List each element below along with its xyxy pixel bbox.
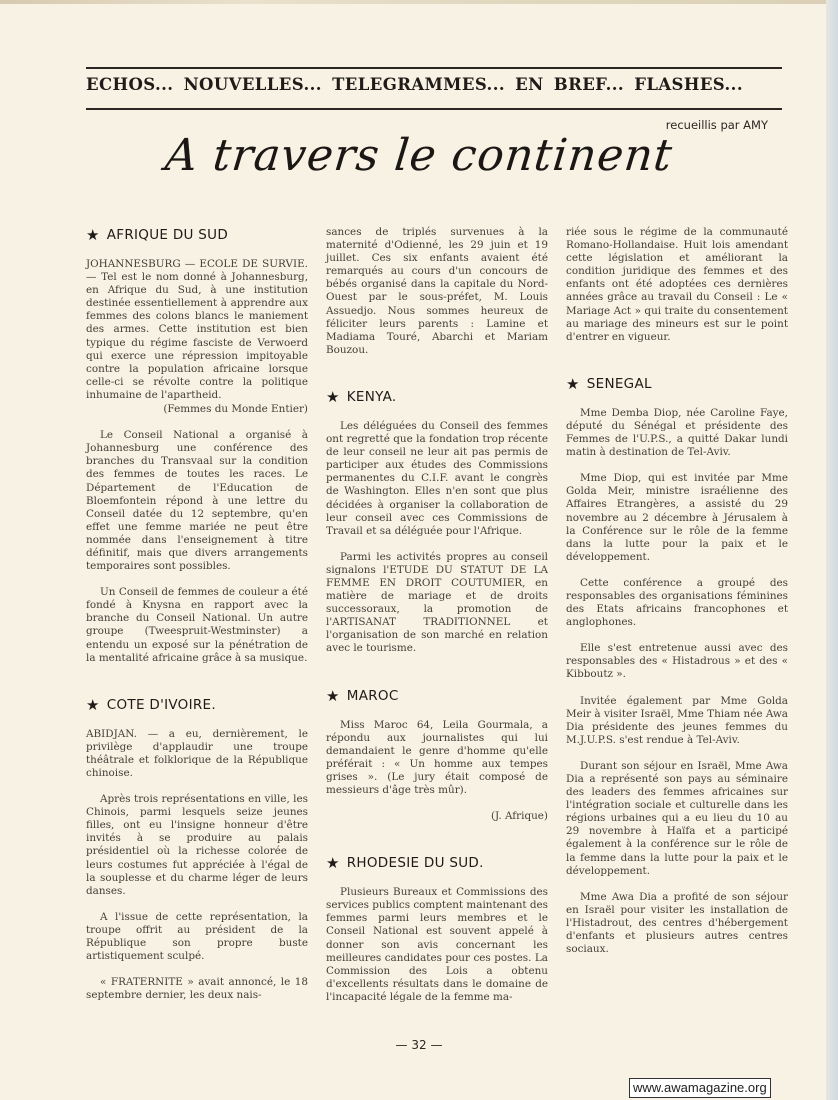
website-watermark-link[interactable]: www.awamagazine.org [629, 1078, 771, 1098]
byline: recueillis par AMY [665, 118, 768, 132]
section-heading-label: MAROC [346, 687, 399, 704]
column-2 [326, 226, 548, 1017]
section-heading-afrique-du-sud [86, 226, 308, 244]
spacer [326, 370, 548, 388]
spacer [326, 836, 548, 854]
article-paragraph: Les déléguées du Conseil des femmes ont regretté que la fondation trop récente de leur conseil ne leur ait pas permis de participer aux études des Commissions permanentes du C.I.F. avant le congrès de Washington. Elles n'en sont que plus décidées à organiser la collaboration de leur conseil avec ces Commissions de Travail et sa déléguée pour l'Afrique. [326, 419, 548, 537]
article-paragraph: Durant son séjour en Israël, Mme Awa Dia a représenté son pays au séminaire des leaders des femmes africaines sur l'intégration sociale et culturelle dans les régions urbaines qui a eu lieu du 10 au 29 novembre à Haïfa et a participé également à la conférence sur le rôle de la femme dans la lutte pour la paix et le développement. [566, 759, 788, 877]
spacer [566, 357, 788, 375]
article-paragraph: Cette conférence a groupé des responsables des organisations féminines des Etats africains francophones et anglophones. [566, 576, 788, 629]
article-paragraph: Mme Diop, qui est invitée par Mme Golda Meir, ministre israélienne des Affaires Etrangères, a assisté du 29 novembre au 2 décembre à Jérusalem à la Conférence sur le rôle de la femme dans la lutte pour la paix et le développement. [566, 472, 788, 563]
article-paragraph: A l'issue de cette représentation, la troupe offrit au président de la République son propre buste artistiquement sculpé. [86, 910, 308, 963]
article-paragraph: ABIDJAN. — a eu, dernièrement, le privilège d'applaudir une troupe théâtrale et folklorique de la République chinoise. [86, 727, 308, 779]
article-paragraph: Miss Maroc 64, Leila Gourmala, a répondu aux journalistes qui lui demandaient le genre d'homme qu'elle préférait : « Un homme aux tempes grises ». (Le jury était composé de messieurs d'âge très mûr). [326, 718, 548, 796]
article-paragraph: Le Conseil National a organisé à Johannesburg une conférence des branches du Transvaal sur la condition des femmes de toutes les races. Le Département de l'Education de Bloemfontein répond à une lettre du Conseil datée du 12 septembre, qu'en effet une femme mariée ne peut être nommée dans l'enseignement à titre définitif, mais que divers arrangements temporaires sont possibles. [86, 429, 308, 573]
article-source: (J. Afrique) [490, 810, 548, 823]
banner-bottom-rule [86, 108, 782, 110]
article-source: (Femmes du Monde Entier) [163, 403, 308, 416]
star-icon: ★ [566, 374, 580, 393]
section-heading-kenya [326, 388, 548, 406]
star-icon: ★ [86, 695, 100, 714]
article-paragraph-continued: sances de triplés survenues à la maternité d'Odienné, les 29 juin et 19 juillet. Ces six enfants avaient été remarqués au cours d'un concours de bébés organisé dans la capitale du Nord-Ouest par le sous-préfet, M. Louis Assuedjo. Nous sommes heureux de féliciter leurs parents : Lamine et Madiama Touré, Abarchi et Mariam Bouzou. [326, 226, 548, 356]
column-1 [86, 226, 308, 1015]
section-heading-label: COTE D'IVOIRE. [106, 696, 216, 713]
page-title: A travers le continent [162, 130, 676, 181]
article-paragraph-continued: riée sous le régime de la communauté Romano-Hollandaise. Huit lois amendant cette législation et améliorant la condition juridique des femmes et des enfants ont été adoptées ces dernières années grâce au travail du Conseil : Le « Mariage Act » qui traite du consentement au mariage des mineurs est sur le point d'entrer en vigueur. [566, 226, 788, 343]
star-icon: ★ [326, 854, 340, 873]
article-paragraph: Plusieurs Bureaux et Commissions des services publics comptent maintenant des femmes parmi leurs membres et le Conseil National est souvent appelé à donner son avis concernant les meilleures candidates pour ces postes. La Commission des Lois a obtenu d'excellents résultats dans le domaine de l'incapacité légale de la femme ma- [326, 886, 548, 1003]
section-heading-cote-divoire [86, 696, 308, 714]
page-number: — 32 — [395, 1038, 443, 1052]
section-heading-maroc [326, 687, 548, 705]
section-heading-label: RHODESIE DU SUD. [346, 855, 484, 872]
star-icon: ★ [326, 686, 340, 705]
section-heading-label: SENEGAL [586, 375, 652, 392]
article-paragraph: Après trois représentations en ville, les Chinois, parmi lesquels seize jeunes filles, ont eu l'insigne honneur d'être invités à se produire au palais présidentiel où la richesse colorée de leurs costumes fut appréciée à l'égal de la souplesse et du charme léger de leurs danses. [86, 793, 308, 897]
section-banner: ECHOS... NOUVELLES... TELEGRAMMES... EN BREF... FLASHES... [86, 75, 743, 94]
section-heading-label: AFRIQUE DU SUD [106, 227, 229, 243]
article-paragraph: Mme Awa Dia a profité de son séjour en Israël pour visiter les installation de l'Histadrout, des centres d'hébergement d'enfants et plusieurs autres centres sociaux. [566, 890, 788, 956]
article-paragraph: Un Conseil de femmes de couleur a été fondé à Knysna en rapport avec la branche du Conseil National. Un autre groupe (Tweespruit-Westminster) a entendu un exposé sur la pénétration de la mentalité africaine grâce à sa musique. [86, 586, 308, 664]
article-paragraph: Invitée également par Mme Golda Meir à visiter Israël, Mme Thiam née Awa Dia présidente des jeunes femmes du M.J.U.P.S. s'est rendue à Tel-Aviv. [566, 694, 788, 746]
section-heading-label: KENYA. [346, 388, 397, 405]
section-heading-rhodesie-du-sud [326, 854, 548, 872]
article-paragraph: JOHANNESBURG — ECOLE DE SURVIE. — Tel est le nom donné à Johannesburg, en Afrique du Sud, à une institution destinée essentiellement à apprendre aux femmes des colons blancs le maniement des armes. Cette institution est bien typique du régime fasciste de Verwoerd qui exerce une répression impitoyable contre la population africaine lorsque celle-ci se révolte contre la politique inhumaine de l'apartheid. [86, 258, 308, 401]
spacer [86, 678, 308, 696]
article-paragraph: Parmi les activités propres au conseil signalons l'ETUDE DU STATUT DE LA FEMME EN DROIT COUTUMIER, en matière de mariage et de droits successoraux, la promotion de l'ARTISANAT TRADITIONNEL et l'organisation de son marché en relation avec le tourisme. [326, 550, 548, 655]
column-3 [566, 226, 788, 969]
article-paragraph: Mme Demba Diop, née Caroline Faye, député du Sénégal et présidente des Femmes de l'U.P.S., a quitté Dakar lundi matin à destination de Tel-Aviv. [566, 406, 788, 459]
article-paragraph: « FRATERNITE » avait annoncé, le 18 septembre dernier, les deux nais- [86, 976, 308, 1002]
star-icon: ★ [326, 387, 340, 406]
banner-top-rule [86, 67, 782, 69]
star-icon: ★ [86, 226, 100, 244]
spacer [326, 669, 548, 687]
section-heading-senegal [566, 375, 788, 393]
article-paragraph: Elle s'est entretenue aussi avec des responsables des « Histadrous » et des « Kibboutz ». [566, 642, 788, 681]
page-top-edge [0, 0, 826, 4]
